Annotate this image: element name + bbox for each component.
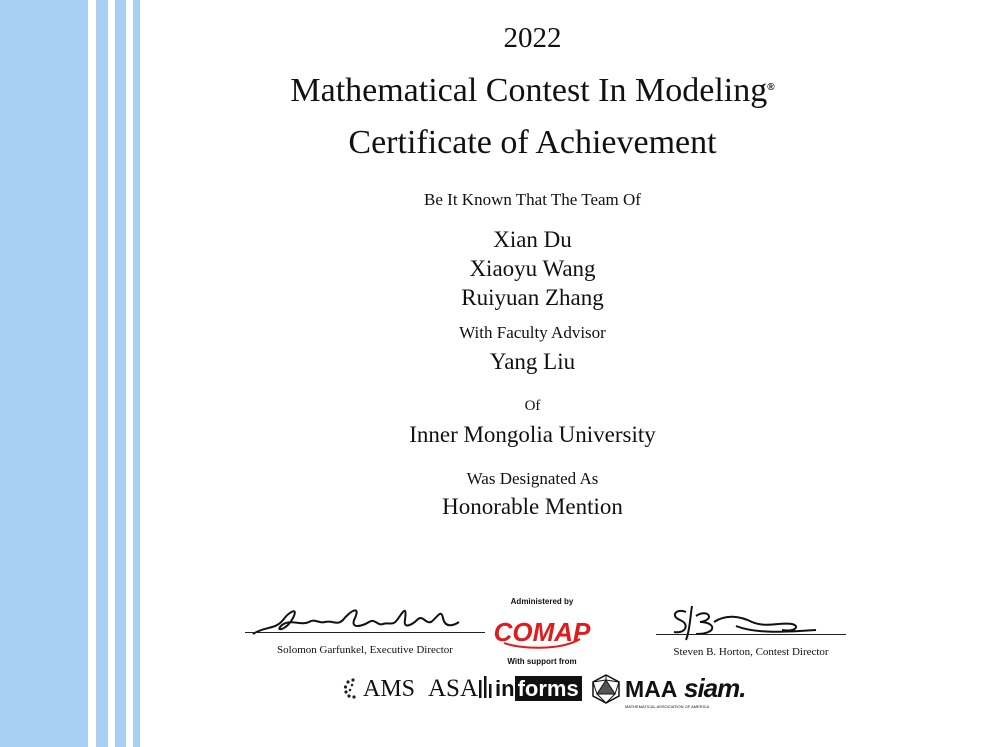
ams-text: AMS	[363, 676, 416, 702]
informs-logo	[495, 676, 582, 702]
comap-logo	[493, 609, 591, 653]
certificate-subtitle: Certificate of Achievement	[348, 124, 717, 161]
ams-logo	[343, 676, 415, 703]
maa-subtext: MATHEMATICAL ASSOCIATION OF AMERICA	[625, 704, 710, 709]
team-members	[140, 225, 925, 312]
team-member: Xiaoyu Wang	[469, 256, 596, 281]
icosahedron-icon	[591, 674, 621, 704]
certificate-title	[140, 72, 925, 110]
team-member: Ruiyuan Zhang	[461, 285, 604, 310]
siam-logo: siam.	[684, 673, 746, 703]
asa-text: ASA	[428, 675, 479, 702]
decorative-border	[0, 0, 140, 747]
advisor-name: Yang Liu	[489, 349, 576, 374]
signer-name: Solomon Garfunkel, Executive Director	[277, 644, 453, 656]
title-text: Mathematical Contest In Modeling	[290, 72, 768, 109]
signature-graphic	[656, 600, 846, 644]
border-stripe	[96, 0, 108, 747]
border-band	[0, 0, 88, 747]
signature-line	[656, 634, 846, 635]
ams-dots-icon	[343, 677, 363, 699]
sponsor-logos	[343, 672, 773, 712]
support-label: With support from	[507, 657, 577, 666]
border-stripe	[133, 0, 140, 747]
institution-name: Inner Mongolia University	[409, 422, 656, 447]
signer-name: Steven B. Horton, Contest Director	[673, 646, 829, 658]
comap-block	[492, 597, 592, 666]
signature-line	[245, 632, 485, 633]
intro-text: Be It Known That The Team Of	[424, 190, 641, 209]
maa-text: MAA	[625, 676, 678, 702]
award-designation: Honorable Mention	[442, 494, 623, 519]
certificate-year: 2022	[503, 22, 562, 54]
comap-logo-text: COMAP	[493, 617, 591, 647]
administered-label: Administered by	[510, 597, 574, 606]
informs-text-b: forms	[515, 676, 582, 701]
maa-logo	[591, 674, 710, 709]
designation-label: Was Designated As	[466, 469, 599, 488]
informs-text-a: in	[495, 676, 515, 701]
team-member: Xian Du	[493, 227, 572, 252]
asa-logo	[428, 675, 492, 703]
registered-mark: ®	[767, 82, 775, 93]
certificate	[140, 0, 1000, 747]
border-stripe	[115, 0, 126, 747]
of-label: Of	[524, 398, 541, 414]
asa-bars-icon	[478, 676, 492, 698]
signature-graphic	[245, 596, 485, 642]
advisor-label: With Faculty Advisor	[459, 323, 606, 342]
